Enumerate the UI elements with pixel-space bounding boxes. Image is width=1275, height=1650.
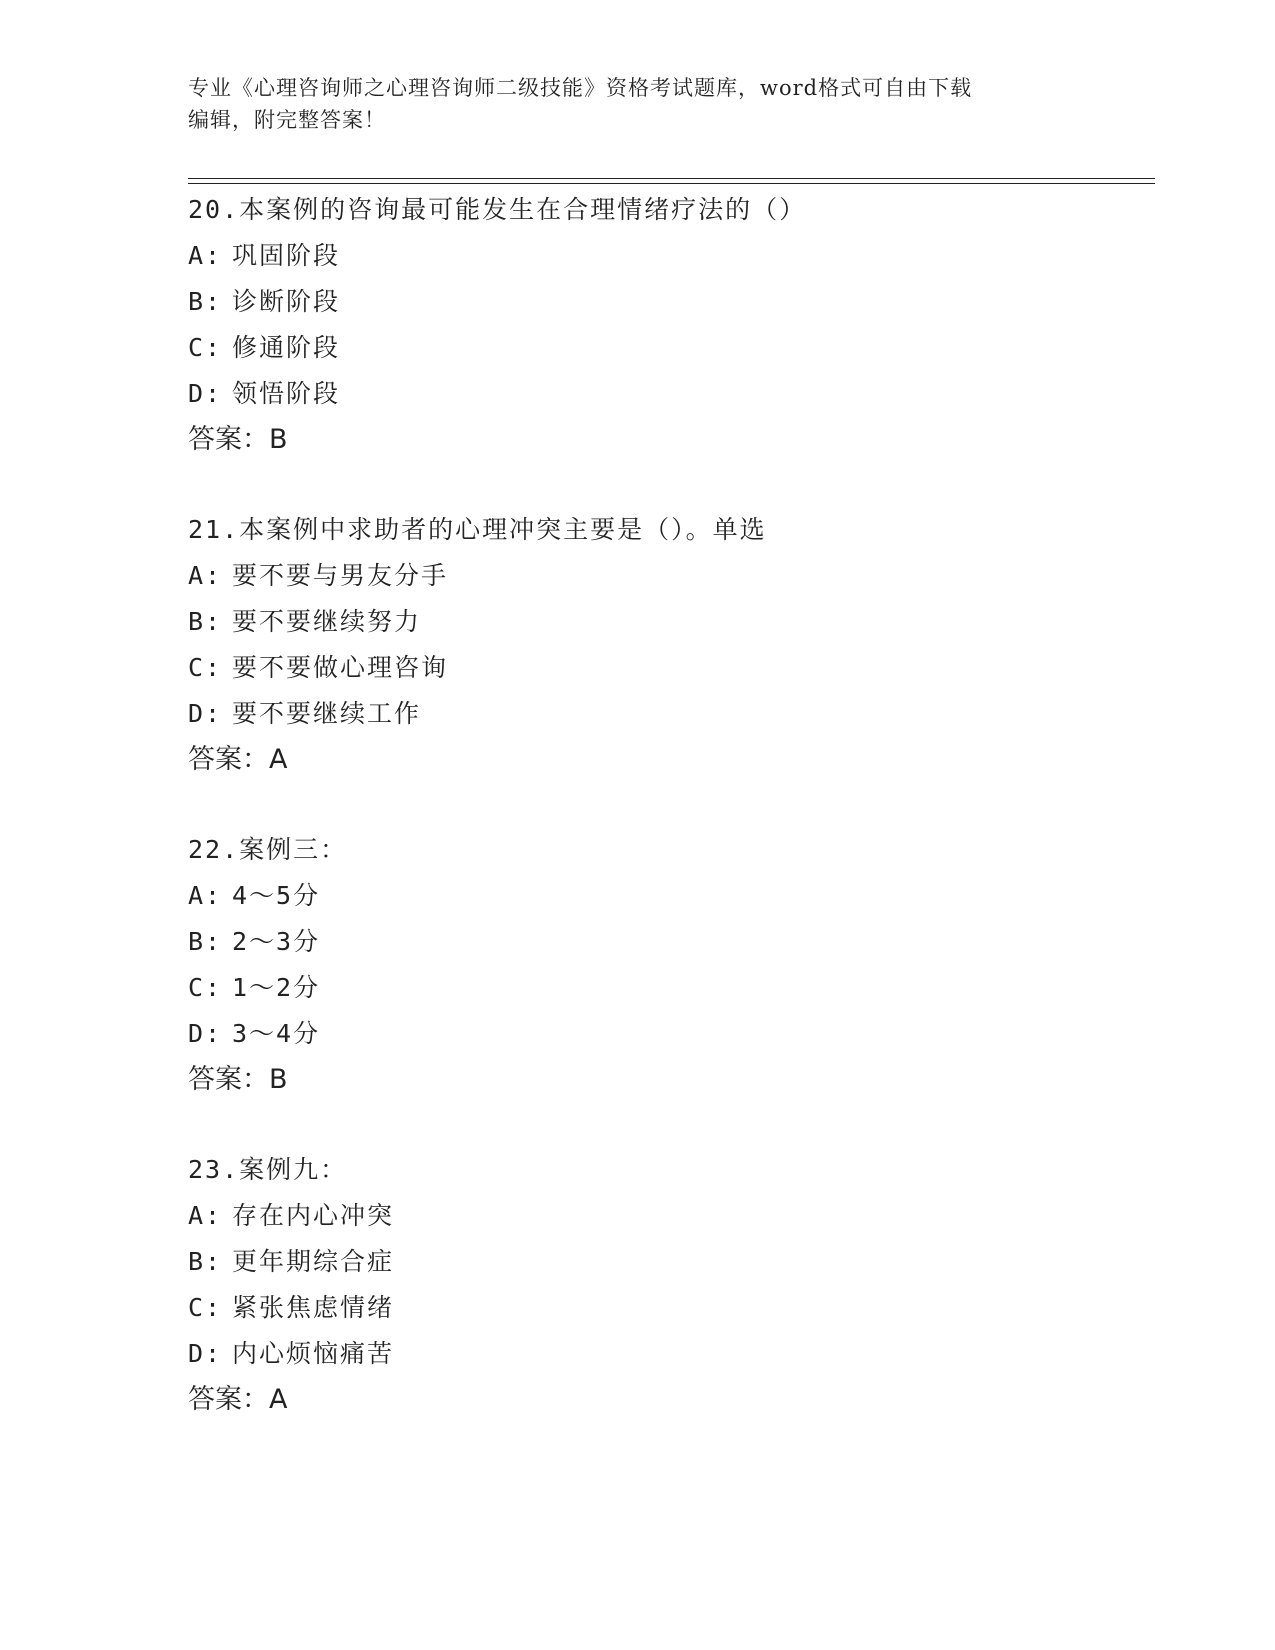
option-text: 要不要与男友分手 [232,561,449,590]
option-a [188,553,1148,599]
option-b [188,279,1148,325]
option-text: 紧张焦虑情绪 [232,1293,395,1322]
question-title: 22.案例三： [188,835,348,864]
option-letter: B: [188,287,223,316]
option-text: 要不要做心理咨询 [232,653,449,682]
option-letter: B: [188,927,223,956]
question-block-21 [188,507,1148,783]
option-text: 领悟阶段 [232,379,341,408]
option-d [188,691,1148,737]
header-line-2: 编辑，附完整答案！ [188,108,386,132]
option-c [188,965,1148,1011]
answer-line: 答案：B [188,1064,288,1095]
option-letter: A: [188,241,223,270]
question-title: 23.案例九： [188,1155,348,1184]
option-text: 巩固阶段 [232,241,341,270]
option-letter: B: [188,607,223,636]
option-text: 4～5分 [232,881,321,910]
option-letter: D: [188,699,223,728]
header-divider-top [188,178,1155,179]
header-divider-bottom [188,183,1155,184]
option-text: 2～3分 [232,927,321,956]
option-letter: D: [188,1339,223,1368]
option-c [188,1285,1148,1331]
option-c [188,325,1148,371]
option-letter: C: [188,653,223,682]
answer-line: 答案：A [188,1384,288,1415]
option-d [188,371,1148,417]
option-text: 诊断阶段 [232,287,341,316]
option-text: 存在内心冲突 [232,1201,395,1230]
option-text: 更年期综合症 [232,1247,395,1276]
question-block-22 [188,827,1148,1103]
option-d [188,1011,1148,1057]
option-letter: A: [188,1201,223,1230]
option-letter: A: [188,561,223,590]
header-line-1: 专业《心理咨询师之心理咨询师二级技能》资格考试题库，word格式可自由下载 [188,76,973,100]
option-d [188,1331,1148,1377]
option-text: 内心烦恼痛苦 [232,1339,395,1368]
option-text: 3～4分 [232,1019,321,1048]
option-b [188,919,1148,965]
question-block-20 [188,187,1148,463]
option-c [188,645,1148,691]
option-letter: C: [188,333,223,362]
option-text: 要不要继续工作 [232,699,422,728]
question-title: 21.本案例中求助者的心理冲突主要是（）。单选 [188,515,767,544]
option-b [188,1239,1148,1285]
document-header [188,72,1088,136]
option-a [188,873,1148,919]
option-text: 1～2分 [232,973,321,1002]
option-letter: C: [188,973,223,1002]
question-block-23 [188,1147,1148,1423]
answer-line: 答案：A [188,744,288,775]
option-letter: D: [188,1019,223,1048]
option-a [188,233,1148,279]
question-title: 20.本案例的咨询最可能发生在合理情绪疗法的（） [188,195,807,224]
option-b [188,599,1148,645]
option-letter: C: [188,1293,223,1322]
option-text: 要不要继续努力 [232,607,422,636]
option-a [188,1193,1148,1239]
option-letter: A: [188,881,223,910]
option-text: 修通阶段 [232,333,341,362]
answer-line: 答案：B [188,424,288,455]
option-letter: B: [188,1247,223,1276]
option-letter: D: [188,379,223,408]
